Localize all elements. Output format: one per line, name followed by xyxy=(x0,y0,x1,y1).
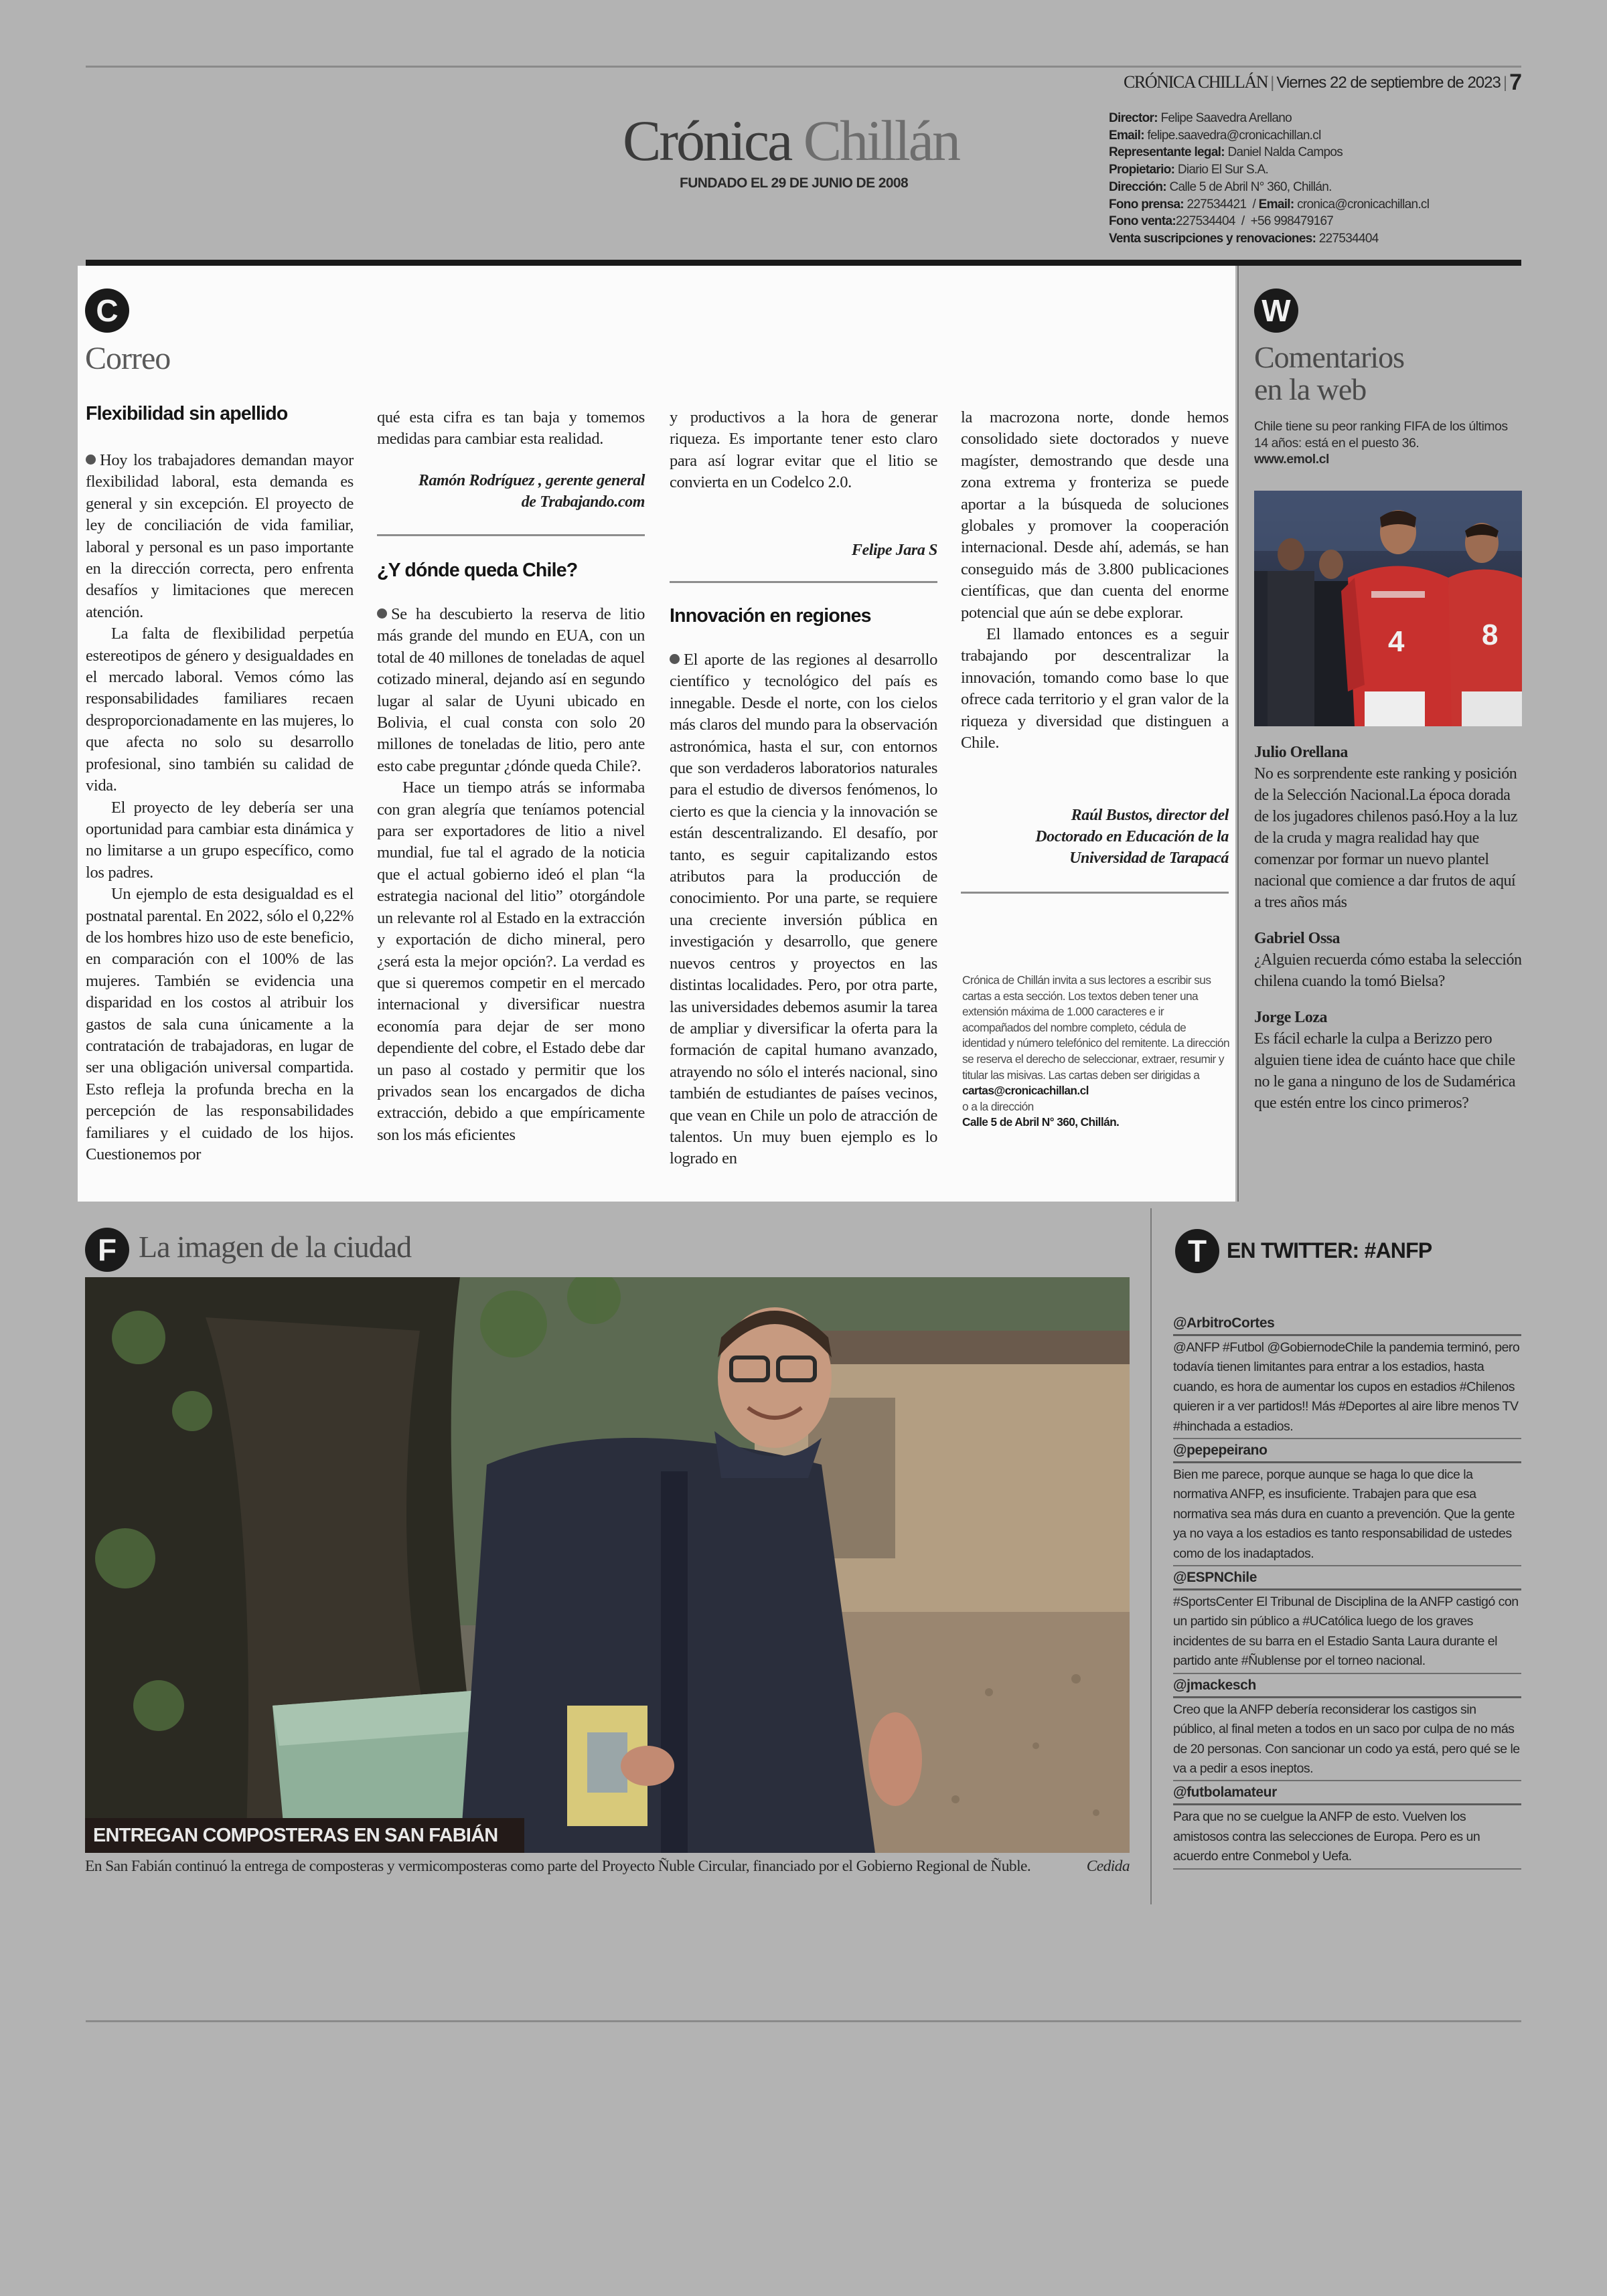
founded-line: FUNDADO EL 29 DE JUNIO DE 2008 xyxy=(680,175,909,191)
tweet xyxy=(1173,1783,1521,1869)
divider xyxy=(961,892,1229,894)
masthead-rule xyxy=(86,260,1521,266)
tweet-text: Bien me parece, porque aunque se haga lo que dice la normativa ANFP, es insuficiente. Trabajen para que esa normativa sea más dura en cuanto a prevención. Que la gente ya no vaya a los estadios es tanto responsabilidad de ustedes como de los inadaptados. xyxy=(1173,1463,1521,1566)
article-body-col4 xyxy=(961,407,1229,754)
article-body-col3 xyxy=(670,407,937,494)
paragraph: El llamado entonces es a seguir trabajando por descentralizar la innovación, tomando como base lo que ofrece cada territorio y el gran valor de la riqueza y diversidad que distinguen a Chile. xyxy=(961,625,1229,752)
staff-row: Fono venta:227534404 / +56 998479167 xyxy=(1109,214,1334,229)
tweet xyxy=(1173,1675,1521,1782)
article-headline: Flexibilidad sin apellido xyxy=(86,403,288,424)
paragraph: Hace un tiempo atrás se informaba con gran alegría que teníamos potencial para ser exportadores de litio a nivel mundial, fue tal el agrado de la noticia que el actual gobierno ideó el plan “la estrategia nacional del litio” otorgándole un relevante rol al Estado en la extracción y exportación de dicho mineral, pero ¿será esta la mejor opción?. La verdad es que si queremos competir en el mercado internacional y diversificar nuestra economía para dejar de ser mono dependiente del cobre, el Estado debe dar un paso al costado y permitir que los privados sean los encargados de dicha extracción, debido a que empíricamente son los más eficientes xyxy=(377,778,645,1144)
article-body-col3b xyxy=(670,649,937,1170)
photo-title: ENTREGAN COMPOSTERAS EN SAN FABIÁN xyxy=(85,1818,524,1853)
letters-notice: Crónica de Chillán invita a sus lectores a escribir sus cartas a esta sección. Los textos deben tener una extensión máxima de 1.000 caracteres e ir acompañados del nombre completo, cédula de identidad y número telefónico del remitente. La dirección se reserva el derecho de seleccionar, extraer, resumir y titular las misivas. Las cartas deben ser dirigidas a cartas@cronicachillan.cl o a la dirección Calle 5 de Abril N° 360, Chillán. xyxy=(962,973,1230,1129)
tweet-text: @ANFP #Futbol @GobiernodeChile la pandemia terminó, pero todavía tienen limitantes para entrar a los estadios, hasta cuando, es hora de aumentar los cupos en estadios #Chilenos quieren ir a ver partidos!! Más #Deportes al aire libre menos TV #hinchada a estadios. xyxy=(1173,1336,1521,1439)
dateline-date: Viernes 22 de septiembre de 2023 xyxy=(1276,74,1501,92)
tweet-text: Creo que la ANFP debería reconsiderar los castigos sin público, al final meten a todos en un saco por culpa de no más de 20 personas. Con sancionar un codo ya está, pero qué se le va a pedir a esos ineptos. xyxy=(1173,1698,1521,1782)
football-players-photo xyxy=(1254,491,1522,726)
staff-row: Email: felipe.saavedra@cronicachillan.cl xyxy=(1109,128,1321,143)
tweet-list xyxy=(1173,1313,1521,1871)
section-title-web: Comentarios en la web xyxy=(1254,340,1405,406)
tweet-handle[interactable]: @ESPNChile xyxy=(1173,1568,1521,1590)
staff-row: Venta suscripciones y renovaciones: 227534404 xyxy=(1109,231,1379,246)
staff-row: Dirección: Calle 5 de Abril N° 360, Chillán. xyxy=(1109,179,1332,194)
staff-row: Fono prensa: 227534421 / Email: cronica@cronicachillan.cl xyxy=(1109,197,1430,212)
svg-text:4: 4 xyxy=(1388,625,1405,658)
section-badge-t-icon: T xyxy=(1175,1229,1219,1273)
paragraph: Un ejemplo de esta desigualdad es el postnatal parental. En 2022, sólo el 0,22% de los hombres hizo uso de este beneficio, en comparación con el 100% de las mujeres. También se evidencia una disparidad en los costos al atribuir los gastos de sala cuna únicamente a la contratación de trabajadoras, en lugar de ser una obligación universal compartida. Esto refleja la profunda brecha en la percepción de las responsabilidades familiares y el cuidado de los hijos. Cuestionemos por xyxy=(86,885,354,1163)
bullet-icon xyxy=(670,654,680,664)
article-body-col2b xyxy=(377,604,645,1146)
page-number: 7 xyxy=(1509,70,1521,95)
divider xyxy=(670,581,937,583)
article-body-col1 xyxy=(86,450,354,1165)
logo-word-1: Crónica xyxy=(623,108,791,173)
section-badge-w-icon: W xyxy=(1254,289,1298,333)
web-source-link[interactable]: www.emol.cl xyxy=(1254,452,1329,467)
tweet xyxy=(1173,1313,1521,1439)
tweet-handle[interactable]: @pepepeirano xyxy=(1173,1441,1521,1463)
web-lead: Chile tiene su peor ranking FIFA de los últimos 14 años: está en el puesto 36. www.emol.cl xyxy=(1254,419,1508,467)
section-title-twitter: EN TWITTER: #ANFP xyxy=(1227,1238,1432,1262)
top-rule xyxy=(86,66,1521,68)
bullet-icon xyxy=(86,455,96,465)
staff-row: Representante legal: Daniel Nalda Campos xyxy=(1109,145,1343,160)
section-badge-c-icon: C xyxy=(85,289,129,333)
paragraph: y productivos a la hora de generar riqueza. Es importante tener esto claro para así lograr evitar que el litio se convierta en un Codelco 2.0. xyxy=(670,408,937,492)
photo-credit: Cedida xyxy=(1086,1858,1130,1875)
newspaper-logo xyxy=(623,107,959,174)
dateline-paper: CRÓNICA CHILLÁN xyxy=(1123,72,1268,92)
column-divider xyxy=(1150,1208,1152,1904)
section-title-correo: Correo xyxy=(85,341,171,376)
article-headline: ¿Y dónde queda Chile? xyxy=(377,560,578,581)
tweet xyxy=(1173,1568,1521,1674)
photo-caption: En San Fabián continuó la entrega de composteras y vermicomposteras como parte del Proyecto Ñuble Circular, financiado por el Gobierno Regional de Ñuble. Cedida xyxy=(85,1856,1130,1877)
paragraph: Se ha descubierto la reserva de litio más grande del mundo en EUA, con un total de 40 millones de toneladas de aquel cotizado mineral, dejando así en segundo lugar al salar de Uyuni ubicado en Bolivia, el cual consta con solo 20 millones de toneladas de litio, pero ante esto cabe preguntar ¿dónde queda Chile?. xyxy=(377,605,645,775)
tweet-handle[interactable]: @jmackesch xyxy=(1173,1675,1521,1698)
comment: Jorge Loza Es fácil echarle la culpa a Berizzo pero alguien tiene idea de cuánto hace que chile no le gana a ninguno de los de Sudamérica que estén entre los cinco primeros? xyxy=(1254,1009,1516,1112)
bullet-icon xyxy=(377,608,387,619)
section-badge-f-icon: F xyxy=(85,1228,129,1272)
letters-address: Calle 5 de Abril N° 360, Chillán. xyxy=(962,1115,1120,1129)
divider xyxy=(377,534,645,536)
staff-row: Propietario: Diario El Sur S.A. xyxy=(1109,163,1269,177)
tweet xyxy=(1173,1441,1521,1566)
svg-text:8: 8 xyxy=(1482,619,1499,651)
article-signature: Felipe Jara S xyxy=(851,542,937,559)
section-title-city: La imagen de la ciudad xyxy=(139,1230,412,1264)
paragraph: Hoy los trabajadores demandan mayor flexibilidad laboral, esta demanda es general y sin excepción. El proyecto de ley de conciliación de vida familiar, laboral y personal es un paso importante en la dirección correcta, pero enfrenta desafíos y limitaciones que merecen atención. xyxy=(86,451,354,621)
staff-row: Director: Felipe Saavedra Arellano xyxy=(1109,111,1292,125)
article-body-col2 xyxy=(377,407,645,450)
web-comments xyxy=(1254,742,1522,1129)
letters-email[interactable]: cartas@cronicachillan.cl xyxy=(962,1084,1089,1098)
paragraph: El aporte de las regiones al desarrollo científico y tecnológico del país es innegable. Desde el norte, con los cielos más claros del mundo para la observación astronómica, hasta el sur, con entornos que son verdaderos laboratorios naturales para el estudio de diversos fenómenos, lo cierto es que la ciencia y la innovación se están descentralizando. El desafío, por tanto, es seguir capitalizando estos atributos para la producción de conocimiento. Por una parte, se requiere una creciente inversión pública en investigación y desarrollo, que genere nuevos centros y proyectos en las distintas localidades. Pero, por otra parte, las universidades debemos asumir la tarea de ampliar y diversificar la oferta para la formación de capital humano avanzado, atrayendo no sólo el interés nacional, sino también de estudiantes de países vecinos, que vean en Chile un polo de atracción de talentos. Un muy buen ejemplo es lo logrado en xyxy=(670,651,937,1168)
column-divider xyxy=(1237,266,1239,1202)
bottom-rule xyxy=(86,2020,1521,2022)
comment: Julio Orellana No es sorprendente este ranking y posición de la Selección Nacional.La época dorada de los jugadores chilenos pasó.Hoy a la luz de la cruda y magra realidad hay que comenzar por formar un nuevo plantel nacional que comience a dar frutos de aquí a tres años más xyxy=(1254,744,1518,911)
paragraph: La falta de flexibilidad perpetúa estereotipos de género y desigualdades en el mercado laboral. Vemos cómo las responsabilidades familiares recaen desproporcionadamente en las mujeres, lo que afecta no solo su desarrollo profesional, sino también su calidad de vida. xyxy=(86,625,354,795)
tweet-text: #SportsCenter El Tribunal de Disciplina de la ANFP castigó con un partido sin público a #UCatólica luego de los graves incidentes de su barra en el Estadio Santa Laura durante el partido ante #Ñublense por el torneo nacional. xyxy=(1173,1590,1521,1674)
tweet-handle[interactable]: @ArbitroCortes xyxy=(1173,1313,1521,1336)
composter-delivery-photo xyxy=(85,1277,1130,1853)
article-signature: Ramón Rodríguez , gerente general de Trabajando.com xyxy=(418,472,645,511)
article-signature: Raúl Bustos, director del Doctorado en Educación de la Universidad de Tarapacá xyxy=(1035,807,1229,867)
paragraph: qué esta cifra es tan baja y tomemos medidas para cambiar esta realidad. xyxy=(377,408,645,448)
comment: Gabriel Ossa ¿Alguien recuerda cómo estaba la selección chilena cuando la tomó Bielsa? xyxy=(1254,930,1522,990)
staff-box xyxy=(1109,110,1429,248)
dateline: CRÓNICA CHILLÁN | Viernes 22 de septiembre de 2023 | 7 xyxy=(1123,70,1521,95)
article-headline: Innovación en regiones xyxy=(670,605,871,627)
paragraph: El proyecto de ley debería ser una oportunidad para cambiar esta dinámica y no limitarse a un grupo específico, como los padres. xyxy=(86,798,354,882)
tweet-text: Para que no se cuelgue la ANFP de esto. Vuelven los amistosos contra las selecciones de Europa. Pero es un acuerdo entre Conmebol y Uefa. xyxy=(1173,1805,1521,1869)
paragraph: la macrozona norte, donde hemos consolidado siete doctorados y nueve magíster, demostrando que desde una zona extrema y fronteriza se puede aportar a la búsqueda de soluciones globales y promover la cooperación internacional. Desde ahí, además, se han conseguido más de 3.800 publicaciones científicas, que dan cuenta del enorme potencial que aún se debe explorar. xyxy=(961,408,1229,622)
tweet-handle[interactable]: @futbolamateur xyxy=(1173,1783,1521,1805)
logo-word-2: Chillán xyxy=(803,108,959,173)
